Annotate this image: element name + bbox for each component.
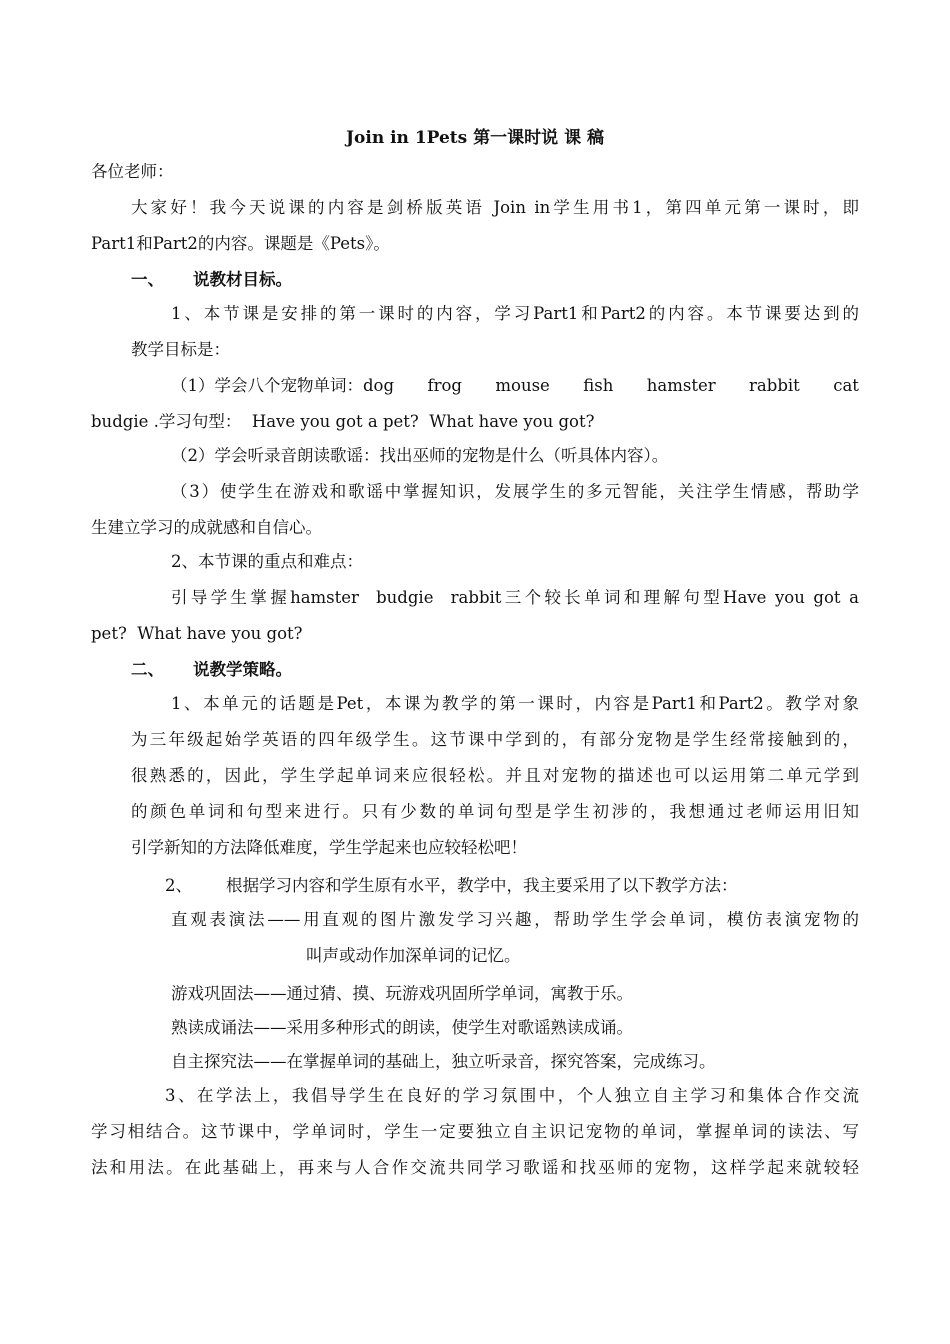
section-2-para-1-line-2: 为三年级起始学英语的四年级学生。这节课中学到的，有部分宠物是学生经常接触到的， bbox=[131, 730, 859, 749]
goal-1-lead: （1）学会八个宠物单词：dog bbox=[171, 376, 395, 395]
section-1-para-1-line-1: 1、本节课是安排的第一课时的内容，学习Part1和Part2的内容。本节课要达到的 bbox=[171, 304, 859, 323]
section-2-para-3-line-3: 法和用法。在此基础上，再来与人合作交流共同学习歌谣和找巫师的宠物，这样学起来就较轻 bbox=[91, 1158, 859, 1177]
goal-2: （2）学会听录音朗读歌谣：找出巫师的宠物是什么（听具体内容）。 bbox=[171, 446, 669, 465]
section-1-number: 一、 bbox=[131, 270, 164, 289]
method-1-line-2: 叫声或动作加深单词的记忆。 bbox=[306, 946, 521, 965]
key-points-line-2: pet? What have you got? bbox=[91, 624, 303, 643]
goal-3-line-1: （3）使学生在游戏和歌谣中掌握知识，发展学生的多元智能，关注学生情感，帮助学 bbox=[171, 482, 859, 501]
section-1-para-1-line-2: 教学目标是： bbox=[131, 340, 230, 359]
document-title: Join in 1Pets 第一课时说 课 稿 bbox=[345, 128, 604, 148]
section-2-para-1-line-5: 引学新知的方法降低难度，学生学起来也应较轻松吧！ bbox=[131, 838, 527, 857]
intro-line-1: 大家好！我今天说课的内容是剑桥版英语 Join in学生用书1，第四单元第一课时，即 bbox=[131, 198, 859, 217]
section-1-heading: 说教材目标。 bbox=[193, 270, 292, 289]
section-2-number: 二、 bbox=[131, 660, 164, 679]
goal-3-line-2: 生建立学习的成就感和自信心。 bbox=[91, 518, 322, 537]
section-2-heading: 说教学策略。 bbox=[193, 660, 292, 679]
method-3: 熟读成诵法——采用多种形式的朗读，使学生对歌谣熟读成诵。 bbox=[171, 1018, 633, 1037]
goal-1-word: cat bbox=[833, 376, 859, 395]
greeting: 各位老师： bbox=[91, 162, 174, 181]
section-2-para-2-text: 根据学习内容和学生原有水平，教学中，我主要采用了以下教学方法： bbox=[226, 876, 738, 895]
goal-1-word: mouse bbox=[495, 376, 550, 395]
method-4: 自主探究法——在掌握单词的基础上，独立听录音，探究答案，完成练习。 bbox=[171, 1052, 716, 1071]
section-2-para-1-line-4: 的颜色单词和句型来进行。只有少数的单词句型是学生初涉的，我想通过老师运用旧知 bbox=[131, 802, 859, 821]
key-points-line-1: 引导学生掌握hamster budgie rabbit三个较长单词和理解句型Have you got a bbox=[171, 588, 859, 607]
method-1-line-1: 直观表演法——用直观的图片激发学习兴趣，帮助学生学会单词，模仿表演宠物的 bbox=[171, 910, 859, 929]
goal-1-word: rabbit bbox=[749, 376, 800, 395]
goal-1-word: frog bbox=[427, 376, 462, 395]
goal-1-line-2: budgie .学习句型： Have you got a pet? What have you got? bbox=[91, 412, 595, 431]
section-2-para-3-line-1: 3、在学法上，我倡导学生在良好的学习氛围中，个人独立自主学习和集体合作交流 bbox=[165, 1086, 859, 1105]
goal-1-word: fish bbox=[583, 376, 614, 395]
intro-line-2: Part1和Part2的内容。课题是《Pets》。 bbox=[91, 234, 390, 253]
section-2-para-1-line-3: 很熟悉的，因此，学生学起单词来应很轻松。并且对宠物的描述也可以运用第二单元学到 bbox=[131, 766, 859, 785]
section-2-para-2-number: 2、 bbox=[165, 876, 192, 895]
method-2: 游戏巩固法——通过猜、摸、玩游戏巩固所学单词，寓教于乐。 bbox=[171, 984, 633, 1003]
section-2-para-3-line-2: 学习相结合。这节课中，学单词时，学生一定要独立自主识记宠物的单词，掌握单词的读法、写 bbox=[91, 1122, 859, 1141]
section-2-para-1-line-1: 1、本单元的话题是Pet，本课为教学的第一课时，内容是Part1和Part2。教学对象 bbox=[171, 694, 859, 713]
section-1-para-2: 2、本节课的重点和难点： bbox=[171, 552, 363, 571]
goal-1-line-1 bbox=[171, 374, 859, 398]
goal-1-word: hamster bbox=[646, 376, 716, 395]
